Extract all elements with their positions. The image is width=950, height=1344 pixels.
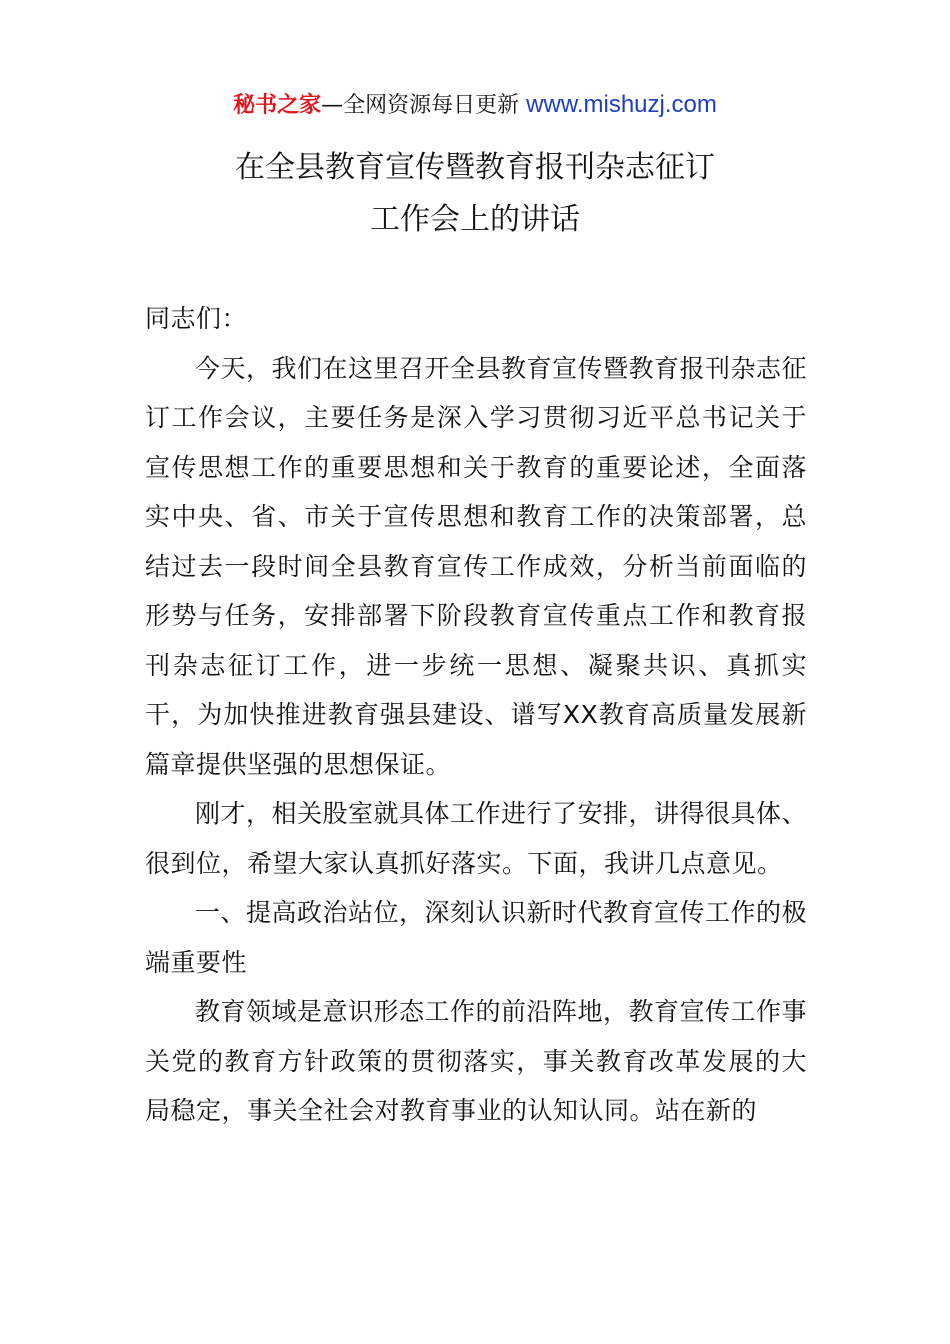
title-line-1: 在全县教育宣传暨教育报刊杂志征订 xyxy=(235,150,715,185)
document-title xyxy=(0,142,950,246)
site-brand: 秘书之家 xyxy=(233,93,322,118)
paragraph-section-1: 教育领域是意识形态工作的前沿阵地，教育宣传工作事关党的教育方针政策的贯彻落实，事关教育改革发展的大局稳定，事关全社会对教育事业的认知认同。站在新的 xyxy=(145,997,808,1125)
site-header xyxy=(0,88,950,123)
site-url-link[interactable]: www.mishuzj.com xyxy=(526,91,717,118)
paragraph-arrangement: 刚才，相关股室就具体工作进行了安排，讲得很具体、很到位，希望大家认真抓好落实。下面，我讲几点意见。 xyxy=(145,799,808,878)
site-tagline: —全网资源每日更新 xyxy=(321,93,527,118)
section-heading-1: 一、提高政治站位，深刻认识新时代教育宣传工作的极端重要性 xyxy=(145,898,808,977)
paragraph-intro: 今天，我们在这里召开全县教育宣传暨教育报刊杂志征订工作会议，主要任务是深入学习贯彻习近平总书记关于宣传思想工作的重要思想和关于教育的重要论述，全面落实中央、省、市关于宣传思想和教育工作的决策部署，总结过去一段时间全县教育宣传工作成效，分析当前面临的形势与任务，安排部署下阶段教育宣传重点工作和教育报刊杂志征订工作，进一步统一思想、凝聚共识、真抓实干，为加快推进教育强县建设、谱写XX教育高质量发展新篇章提供坚强的思想保证。 xyxy=(145,353,808,779)
title-line-2: 工作会上的讲话 xyxy=(370,202,580,237)
salutation: 同志们： xyxy=(145,304,248,333)
document-body xyxy=(145,294,807,1136)
